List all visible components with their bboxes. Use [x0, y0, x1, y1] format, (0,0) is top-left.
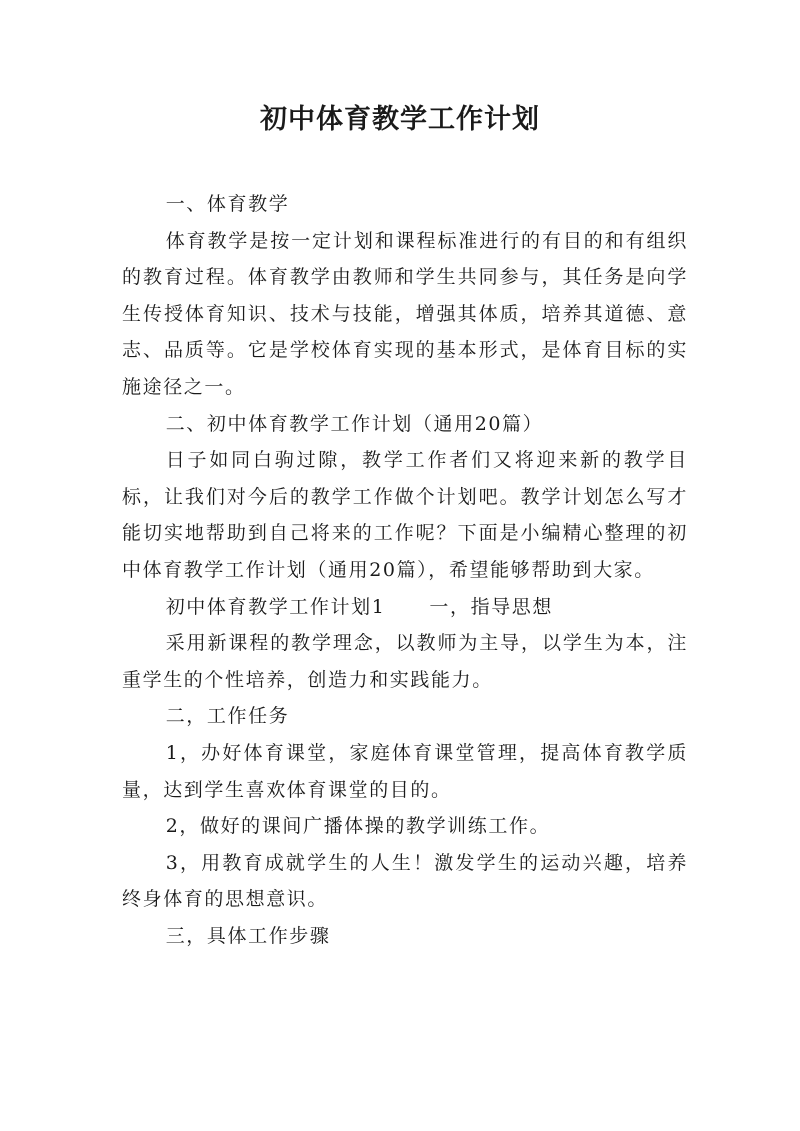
document-title: 初中体育教学工作计划 — [260, 104, 540, 135]
plan-heading: 初中体育教学工作计划1 — [165, 595, 386, 618]
plan-subheading-guiding-thought: 一，指导思想 — [429, 595, 553, 618]
paragraph-guiding-thought: 采用新课程的教学理念，以教师为主导，以学生为本，注重学生的个性培养，创造力和实践能力。 — [122, 632, 688, 691]
section-heading-plan: 二、初中体育教学工作计划（通用20篇） — [165, 412, 544, 435]
paragraph-teaching-definition: 体育教学是按一定计划和课程标准进行的有目的和有组织的教育过程。体育教学由教师和学生共同参与，其任务是向学生传授体育知识、技术与技能，增强其体质，培养其道德、意志、品质等。它是学校体育实现的基本形式，是体育目标的实施途径之一。 — [122, 229, 688, 398]
document-body — [122, 186, 688, 954]
task-item-2: 2，做好的课间广播体操的教学训练工作。 — [165, 815, 551, 838]
section-heading-steps: 三，具体工作步骤 — [165, 924, 331, 947]
section-heading-tasks: 二，工作任务 — [165, 705, 290, 728]
plan-heading-line — [122, 589, 688, 626]
task-item-3: 3，用教育成就学生的人生！激发学生的运动兴趣，培养终身体育的思想意识。 — [122, 851, 688, 911]
paragraph-introduction: 日子如同白驹过隙，教学工作者们又将迎来新的教学目标，让我们对今后的教学工作做个计划吧。教学计划怎么写才能切实地帮助到自己将来的工作呢？下面是小编精心整理的初中体育教学工作计划（通用20篇），希望能够帮助到大家。 — [122, 449, 688, 581]
section-heading-teaching: 一、体育教学 — [165, 193, 290, 215]
task-item-1: 1，办好体育课堂，家庭体育课堂管理，提高体育教学质量，达到学生喜欢体育课堂的目的。 — [122, 741, 688, 801]
